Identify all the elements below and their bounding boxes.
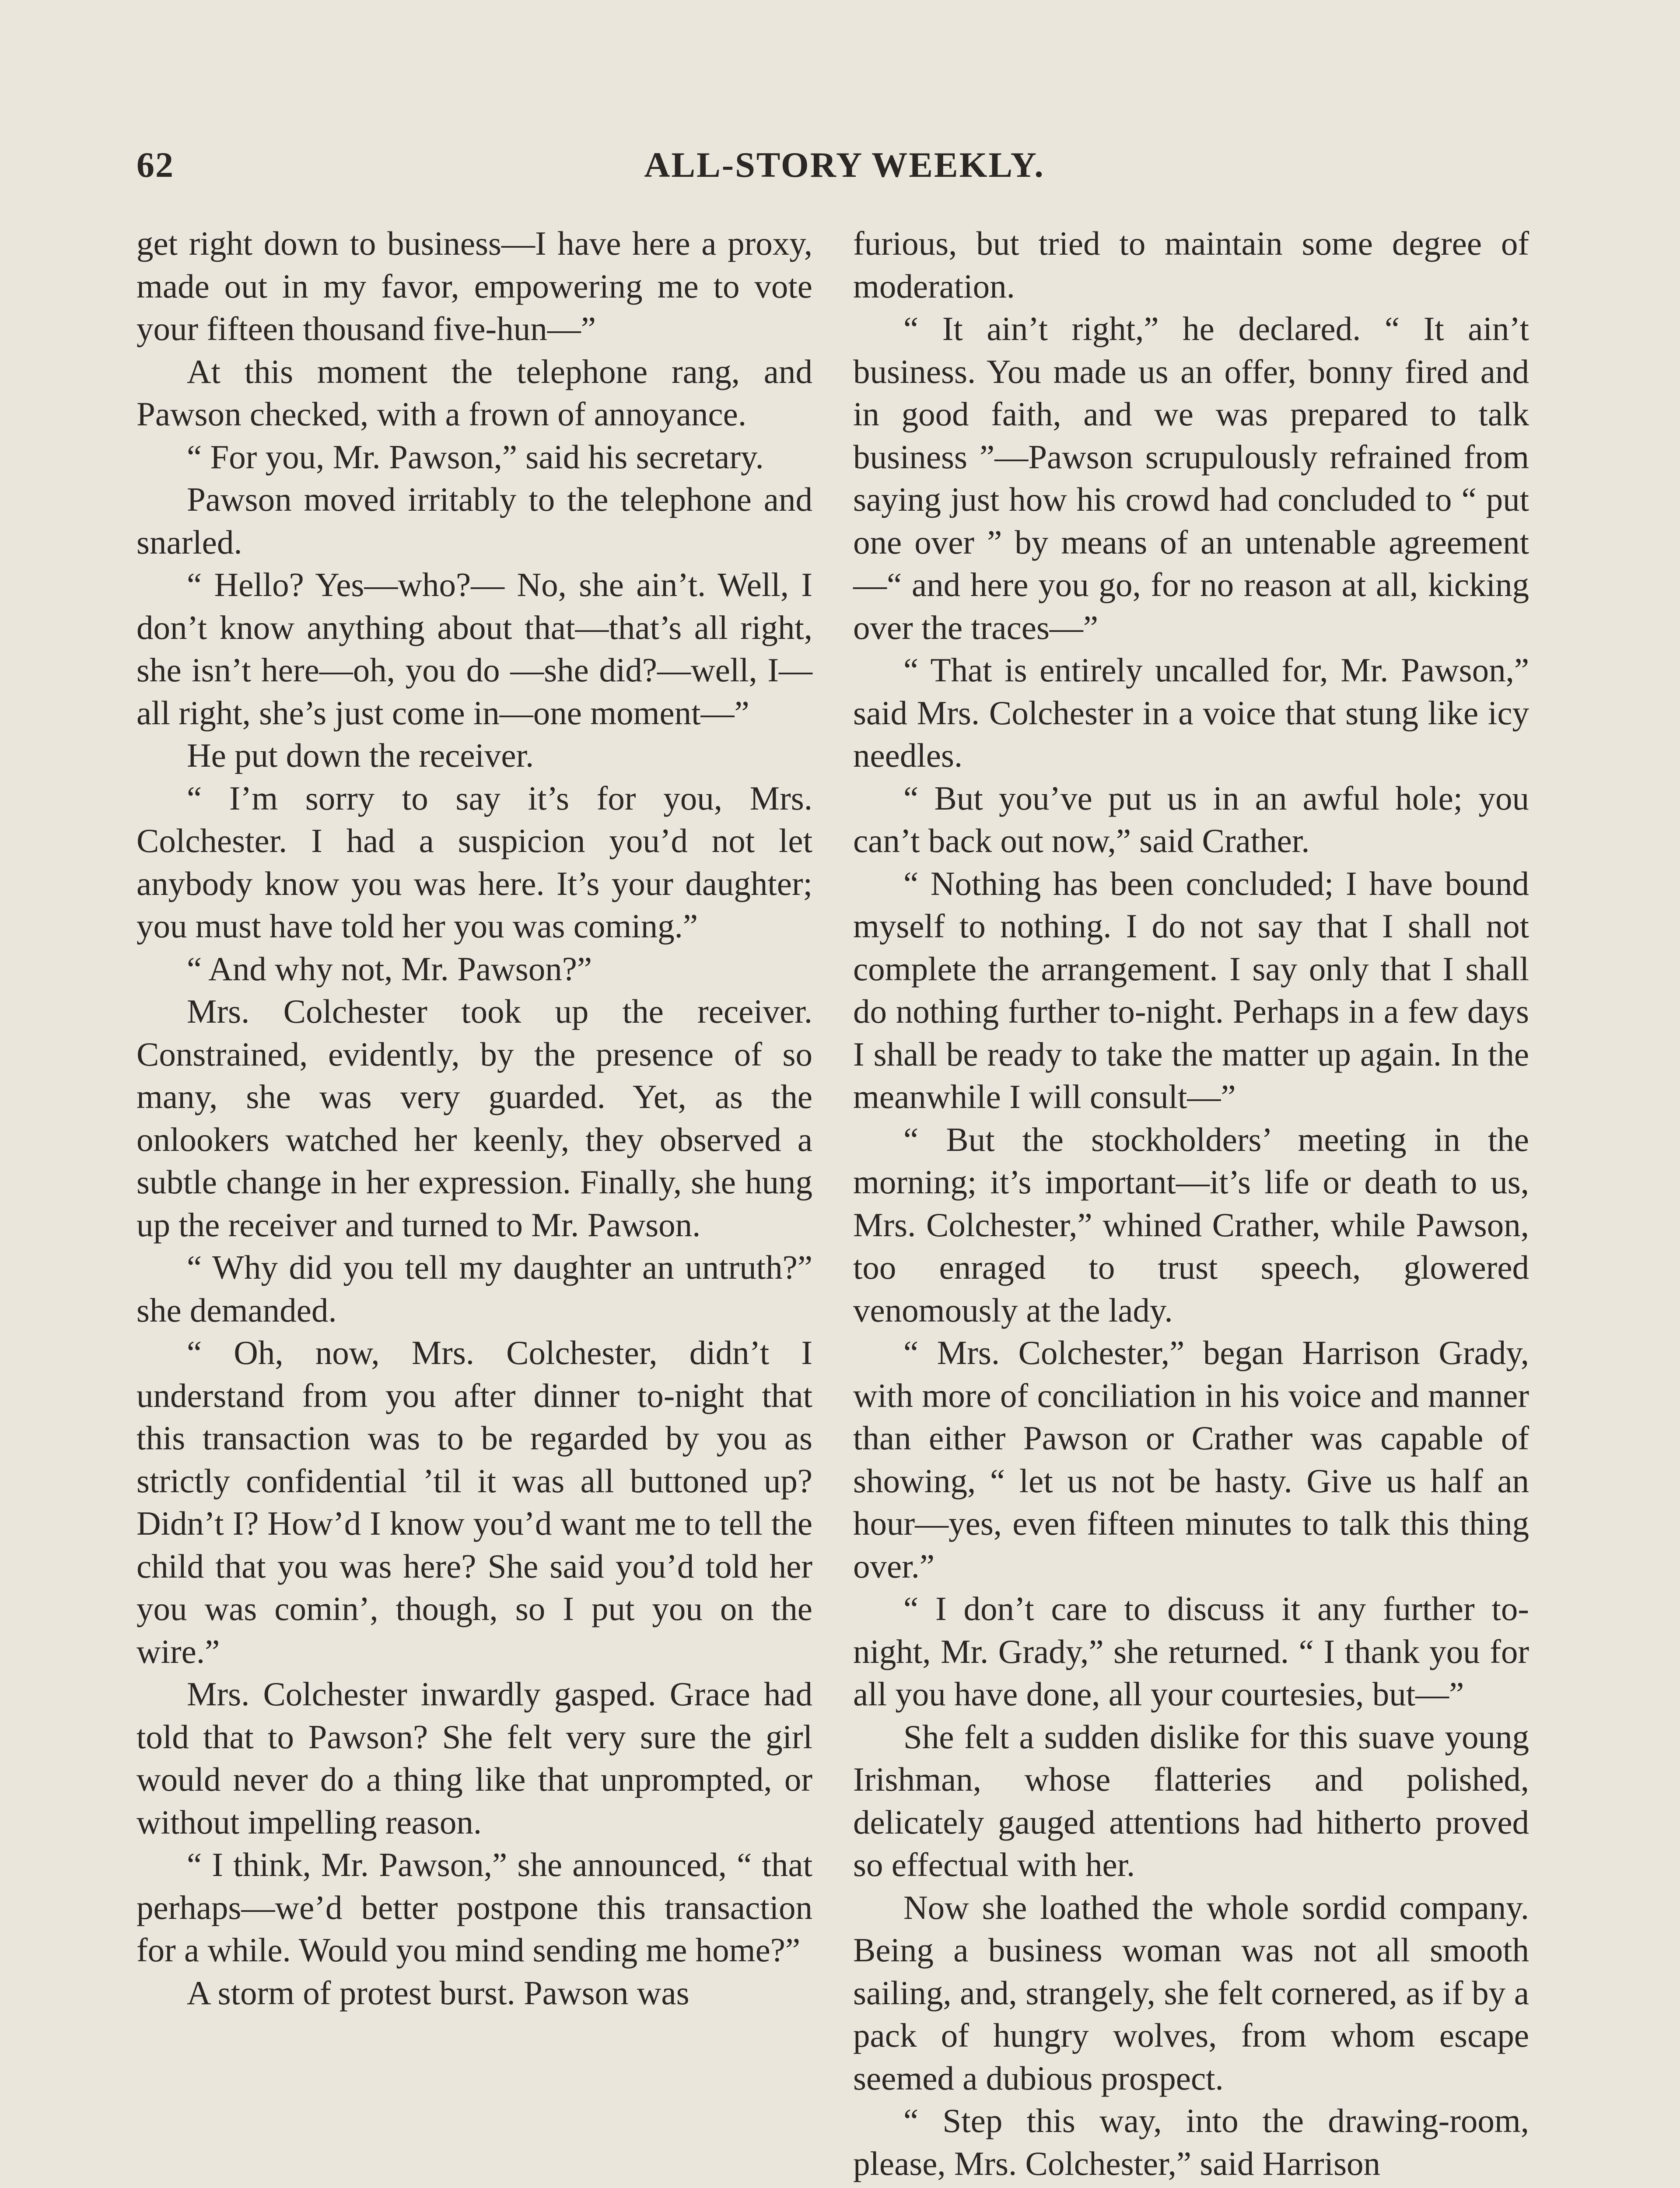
paragraph: “ For you, Mr. Pawson,” said his secretary. bbox=[187, 438, 764, 476]
page-number: 62 bbox=[136, 145, 174, 185]
paragraph: He put down the receiver. bbox=[187, 736, 534, 774]
paragraph: furious, but tried to maintain some degree of moderation. bbox=[853, 224, 1529, 305]
paragraph: “ And why not, Mr. Pawson?” bbox=[187, 950, 592, 988]
paragraph: Mrs. Colchester took up the receiver. Constrained, evidently, by the presence of so many, she was very guarded. Yet, as the onlookers watched her keenly, they observed a subtle change in her expression. Finally, she hung up the receiver and turned to Mr. Pawson. bbox=[136, 992, 812, 1244]
paragraph: She felt a sudden dislike for this suave young Irishman, whose flatteries and polished, delicately gauged attentions had hitherto proved so effectual with her. bbox=[853, 1718, 1529, 1883]
paragraph: At this moment the telephone rang, and Pawson checked, with a frown of annoyance. bbox=[136, 352, 812, 433]
paragraph: “ But the stockholders’ meeting in the morning; it’s important—it’s life or death to us, Mrs. Colchester,” whined Crather, while Pawson, too enraged to trust speech, glowered venomously at the lady. bbox=[853, 1120, 1529, 1329]
paragraph: “ Hello? Yes—who?— No, she ain’t. Well, I don’t know anything about that—that’s all right, she isn’t here—oh, you do —she did?—well, I—all right, she’s just come in—one moment—” bbox=[136, 566, 812, 732]
paragraph: “ That is entirely uncalled for, Mr. Pawson,” said Mrs. Colchester in a voice that stung like icy needles. bbox=[853, 651, 1529, 774]
running-title: ALL-STORY WEEKLY. bbox=[644, 145, 1045, 185]
paragraph: Pawson moved irritably to the telephone and snarled. bbox=[136, 480, 812, 561]
paragraph: “ I don’t care to discuss it any further to-night, Mr. Grady,” she returned. “ I thank you for all you have done, all your courtesies, but—” bbox=[853, 1590, 1529, 1713]
left-column bbox=[136, 222, 812, 2014]
paragraph: “ Nothing has been concluded; I have bound myself to nothing. I do not say that I shall not complete the arrangement. I say only that I shall do nothing further to-night. Perhaps in a few days I shall be ready to take the matter up again. In the meanwhile I will consult—” bbox=[853, 864, 1529, 1115]
paragraph: Mrs. Colchester inwardly gasped. Grace had told that to Pawson? She felt very sure the girl would never do a thing like that unprompted, or without impelling reason. bbox=[136, 1675, 812, 1841]
paragraph: “ Step this way, into the drawing-room, please, Mrs. Colchester,” said Harrison bbox=[853, 2102, 1529, 2182]
paragraph: “ Why did you tell my daughter an untruth?” she demanded. bbox=[136, 1248, 812, 1329]
paragraph: “ I’m sorry to say it’s for you, Mrs. Colchester. I had a suspicion you’d not let anybody know you was here. It’s your daughter; you must have told her you was coming.” bbox=[136, 779, 812, 945]
paragraph: “ Oh, now, Mrs. Colchester, didn’t I understand from you after dinner to-night that this transaction was to be regarded by you as strictly confidential ’til it was all buttoned up? Didn’t I? How’d I know you’d want me to tell the child that you was here? She said you’d told her you was comin’, though, so I put you on the wire.” bbox=[136, 1334, 812, 1670]
paragraph: “ Mrs. Colchester,” began Harrison Grady, with more of conciliation in his voice and manner than either Pawson or Crather was capable of showing, “ let us not be hasty. Give us half an hour—yes, even fifteen minutes to talk this thing over.” bbox=[853, 1334, 1529, 1585]
paragraph: “ But you’ve put us in an awful hole; you can’t back out now,” said Crather. bbox=[853, 779, 1529, 859]
paragraph: A storm of protest burst. Pawson was bbox=[187, 1974, 690, 2012]
paragraph: Now she loathed the whole sordid company. Being a business woman was not all smooth sailing, and, strangely, she felt cornered, as if by a pack of hungry wolves, from whom escape seemed a dubious prospect. bbox=[853, 1888, 1529, 2097]
paragraph: “ I think, Mr. Pawson,” she announced, “ that perhaps—we’d better postpone this transaction for a while. Would you mind sending me home?” bbox=[136, 1846, 812, 1969]
paragraph: “ It ain’t right,” he declared. “ It ain’t business. You made us an offer, bonny fired and in good faith, and we was prepared to talk business ”—Pawson scrupulously refrained from saying just how his crowd had concluded to “ put one over ” by means of an untenable agreement—“ and here you go, for no reason at all, kicking over the traces—” bbox=[853, 310, 1529, 646]
paragraph: get right down to business—I have here a proxy, made out in my favor, empowering me to vote your fifteen thousand five-hun—” bbox=[136, 224, 812, 347]
right-column bbox=[853, 222, 1529, 2185]
